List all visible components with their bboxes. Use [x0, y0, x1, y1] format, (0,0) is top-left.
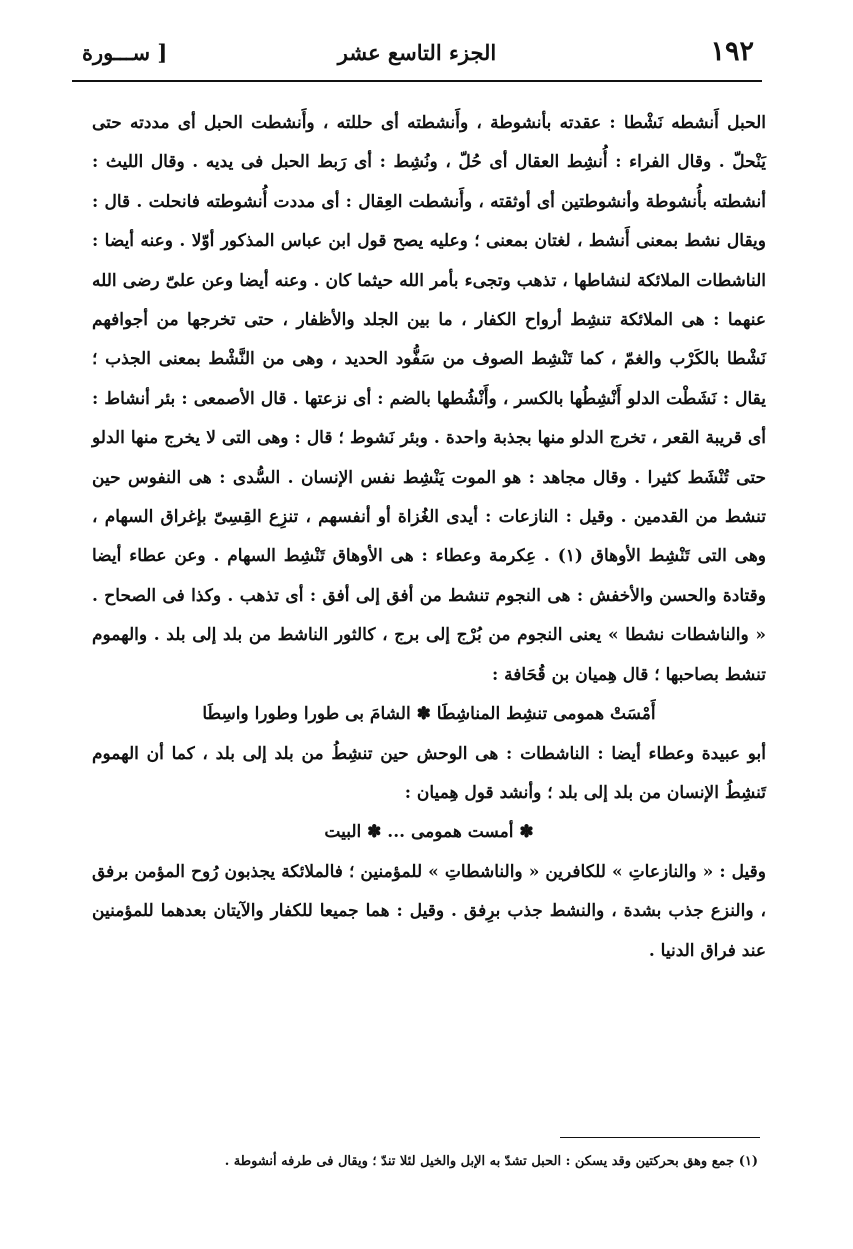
verse: أَمْسَتْ همومى تنشِط المناشِطَا ✽ الشامَ بى طورا وطورا واسِطَا — [202, 704, 656, 725]
paragraph-1: الحبل أَنشطه نَشْطا : عقدته بأنشوطة ، وأَنشطته أى حللته ، وأَنشطت الحبل أى مددته حتى يَنْحلّ . وقال الفراء : أُنشِط العقال أى حُلّ ، ونُشِط : أى رَبط الحبل فى يديه . وقال الليث : أنشطته بأُنشوطة وأنشوطتين أى أوثقته ، وأَنشطت العِقال : أى مددت أُنشوطته فانحلت . قال : ويقال نشط بمعنى أَنشط ، لغتان بمعنى ؛ وعليه يصح قول ابن عباس المذكور أوّلا . وعنه أيضا : الناشطات الملائكة لنشاطها ، تذهب وتجىء بأمر الله حيثما كان . وعنه أيضا وعن علىّ رضى الله عنهما : هى الملائكة تنشِط أرواح الكفار ، ما بين الجلد والأظفار ، حتى تخرجها من أجوافهم نَشْطا بالكَرْب والغمّ ، كما تَنْشِط الصوف من سَفُّود الحديد ، وهى من النَّشْط بمعنى الجذب ؛ يقال : نَشَطْت الدلو أَنْشِطُها بالكسر ، وأَنْشُطها بالضم : أى نزعتها . قال الأصمعى : بئر أنشاط : أى قريبة القعر ، تخرج الدلو منها بجذبة واحدة . وبئر نَشوط ؛ قال : وهى التى لا يخرج منها الدلو حتى تُنْشَط كثيرا . وقال مجاهد : هو الموت يَنْشِط نفس الإنسان . السُّدى : هى النفوس حين تنشط من القدمين . وقيل : النازعات : أيدى الغُزاة أو أنفسهم ، تنزِع القِسِىّ بإغراق السهام ، وهى التى تَنْشِط الأوهاق (١) . عِكرمة وعطاء : هى الأوهاق تَنْشِط السهام . وعن عطاء أيضا وقتادة والحسن والأخفش : هى النجوم تنشط من أفق إلى أفق : أى تذهب . وكذا فى الصحاح . « والناشطات نشطا » يعنى النجوم من بُرْج إلى برج ، كالثور الناشط من بلد إلى بلد . والهموم تنشط بصاحبها ؛ قال هِميان بن قُحَافة : — [92, 113, 766, 685]
body-text — [92, 104, 766, 971]
paragraph-2: أبو عبيدة وعطاء أيضا : الناشطات : هى الوحش حين تنشِطُ من بلد إلى بلد ، كما أن الهموم تَنشِطُ الإنسان من بلد إلى بلد ؛ وأنشد قول هِميان : — [92, 743, 766, 803]
header-rule — [72, 80, 762, 82]
footnote: (١) جمع وهق بحركتين وقد يسكن : الحبل تشدّ به الإبل والخيل لئلا تندّ ؛ ويقال فى طرفه أنشوطة . — [224, 1154, 758, 1169]
footnote-rule — [560, 1137, 760, 1138]
paragraph-3: وقيل : « والنازعاتِ » للكافرين « والناشطاتِ » للمؤمنين ؛ فالملائكة يجذبون رُوح المؤمن برفق ، والنزع جذب بشدة ، والنشط جذب برِفق . وقيل : هما جميعا للكفار والآيتان بعدهما للمؤمنين عند فراق الدنيا . — [92, 861, 766, 961]
page-header — [72, 32, 762, 76]
running-title: الجزء التاسع عشر — [337, 40, 497, 65]
page-number: ١٩٢ — [710, 36, 754, 67]
section-label: [ ســـورة — [82, 40, 168, 65]
verse-reference: ✽ أمست همومى ... ✽ البيت — [324, 822, 534, 843]
